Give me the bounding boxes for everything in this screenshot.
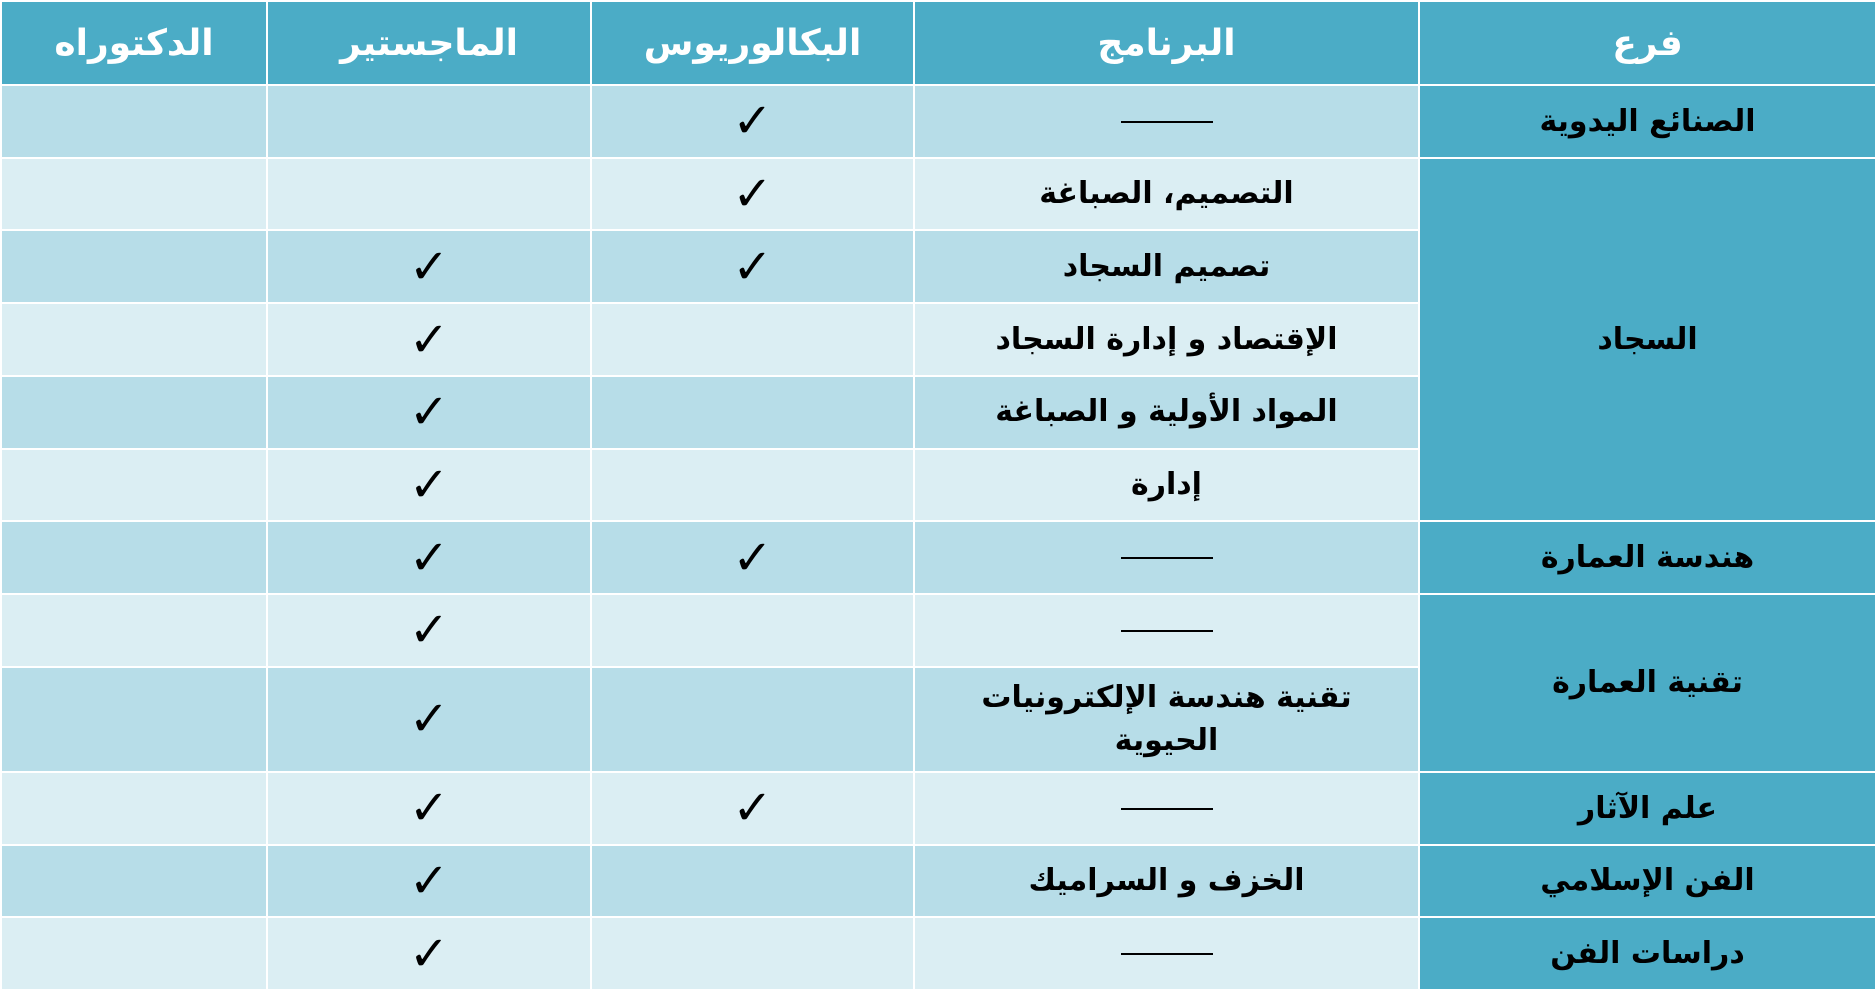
program-label: إدارة <box>1131 467 1202 503</box>
check-icon: ✓ <box>732 780 773 837</box>
bachelor-cell <box>591 917 914 990</box>
phd-cell <box>1 667 267 772</box>
program-cell <box>914 845 1419 918</box>
master-cell <box>267 521 591 594</box>
program-cell <box>914 521 1419 594</box>
branch-cell: تقنية العمارة <box>1419 594 1875 772</box>
table-row <box>1 917 1875 990</box>
phd-cell <box>1 158 267 231</box>
branch-cell: الفن الإسلامي <box>1419 845 1875 918</box>
branch-cell: الصنائع اليدوية <box>1419 85 1875 158</box>
header-master: الماجستير <box>267 1 591 85</box>
check-icon: ✓ <box>408 384 450 441</box>
dash-mark <box>1121 630 1213 632</box>
program-cell <box>914 230 1419 303</box>
check-icon: ✓ <box>732 238 773 295</box>
check-icon: ✓ <box>408 925 450 982</box>
bachelor-cell <box>591 772 914 845</box>
master-cell <box>267 376 591 449</box>
bachelor-cell <box>591 521 914 594</box>
dash-mark <box>1121 953 1213 955</box>
check-icon: ✓ <box>408 238 450 295</box>
bachelor-cell <box>591 85 914 158</box>
phd-cell <box>1 917 267 990</box>
dash-mark <box>1121 808 1213 810</box>
program-cell <box>914 917 1419 990</box>
header-phd: الدكتوراه <box>1 1 267 85</box>
table-row <box>1 845 1875 918</box>
check-icon: ✓ <box>732 529 773 586</box>
bachelor-cell <box>591 667 914 772</box>
dash-mark <box>1121 557 1213 559</box>
check-icon: ✓ <box>408 602 450 659</box>
check-icon: ✓ <box>408 456 450 513</box>
bachelor-cell <box>591 449 914 522</box>
program-label: المواد الأولية و الصباغة <box>995 394 1338 430</box>
table-row <box>1 772 1875 845</box>
check-icon: ✓ <box>732 93 773 150</box>
header-program: البرنامج <box>914 1 1419 85</box>
branch-cell: السجاد <box>1419 158 1875 522</box>
table-row <box>1 521 1875 594</box>
bachelor-cell <box>591 158 914 231</box>
master-cell <box>267 845 591 918</box>
phd-cell <box>1 449 267 522</box>
master-cell <box>267 85 591 158</box>
master-cell <box>267 449 591 522</box>
phd-cell <box>1 521 267 594</box>
program-cell <box>914 772 1419 845</box>
master-cell <box>267 667 591 772</box>
program-cell <box>914 449 1419 522</box>
program-cell <box>914 85 1419 158</box>
bachelor-cell <box>591 845 914 918</box>
phd-cell <box>1 230 267 303</box>
phd-cell <box>1 85 267 158</box>
header-branch: فرع <box>1419 1 1875 85</box>
table-row <box>1 85 1875 158</box>
program-cell <box>914 303 1419 376</box>
master-cell <box>267 158 591 231</box>
check-icon: ✓ <box>408 691 450 748</box>
program-cell <box>914 667 1419 772</box>
branch-cell: هندسة العمارة <box>1419 521 1875 594</box>
table-body <box>1 85 1875 990</box>
program-cell <box>914 594 1419 667</box>
check-icon: ✓ <box>408 780 450 837</box>
program-label: تصميم السجاد <box>1062 249 1271 285</box>
program-label: التصميم، الصباغة <box>1039 176 1294 212</box>
phd-cell <box>1 303 267 376</box>
header-row <box>1 1 1875 85</box>
bachelor-cell <box>591 376 914 449</box>
master-cell <box>267 303 591 376</box>
bachelor-cell <box>591 594 914 667</box>
check-icon: ✓ <box>408 852 450 909</box>
dash-mark <box>1121 121 1213 123</box>
table-row <box>1 158 1875 231</box>
check-icon: ✓ <box>408 529 450 586</box>
check-icon: ✓ <box>408 311 450 368</box>
program-label: الإقتصاد و إدارة السجاد <box>995 321 1338 357</box>
phd-cell <box>1 376 267 449</box>
branch-cell: علم الآثار <box>1419 772 1875 845</box>
master-cell <box>267 594 591 667</box>
phd-cell <box>1 772 267 845</box>
program-cell <box>914 158 1419 231</box>
check-icon: ✓ <box>732 166 773 223</box>
header-bachelor: البكالوريوس <box>591 1 914 85</box>
branch-cell: دراسات الفن <box>1419 917 1875 990</box>
table-row <box>1 594 1875 667</box>
bachelor-cell <box>591 303 914 376</box>
phd-cell <box>1 594 267 667</box>
master-cell <box>267 772 591 845</box>
master-cell <box>267 917 591 990</box>
bachelor-cell <box>591 230 914 303</box>
program-label: الخزف و السراميك <box>1028 863 1305 899</box>
master-cell <box>267 230 591 303</box>
program-label: تقنية هندسة الإلكترونيات الحيوية <box>981 679 1352 759</box>
program-cell <box>914 376 1419 449</box>
phd-cell <box>1 845 267 918</box>
